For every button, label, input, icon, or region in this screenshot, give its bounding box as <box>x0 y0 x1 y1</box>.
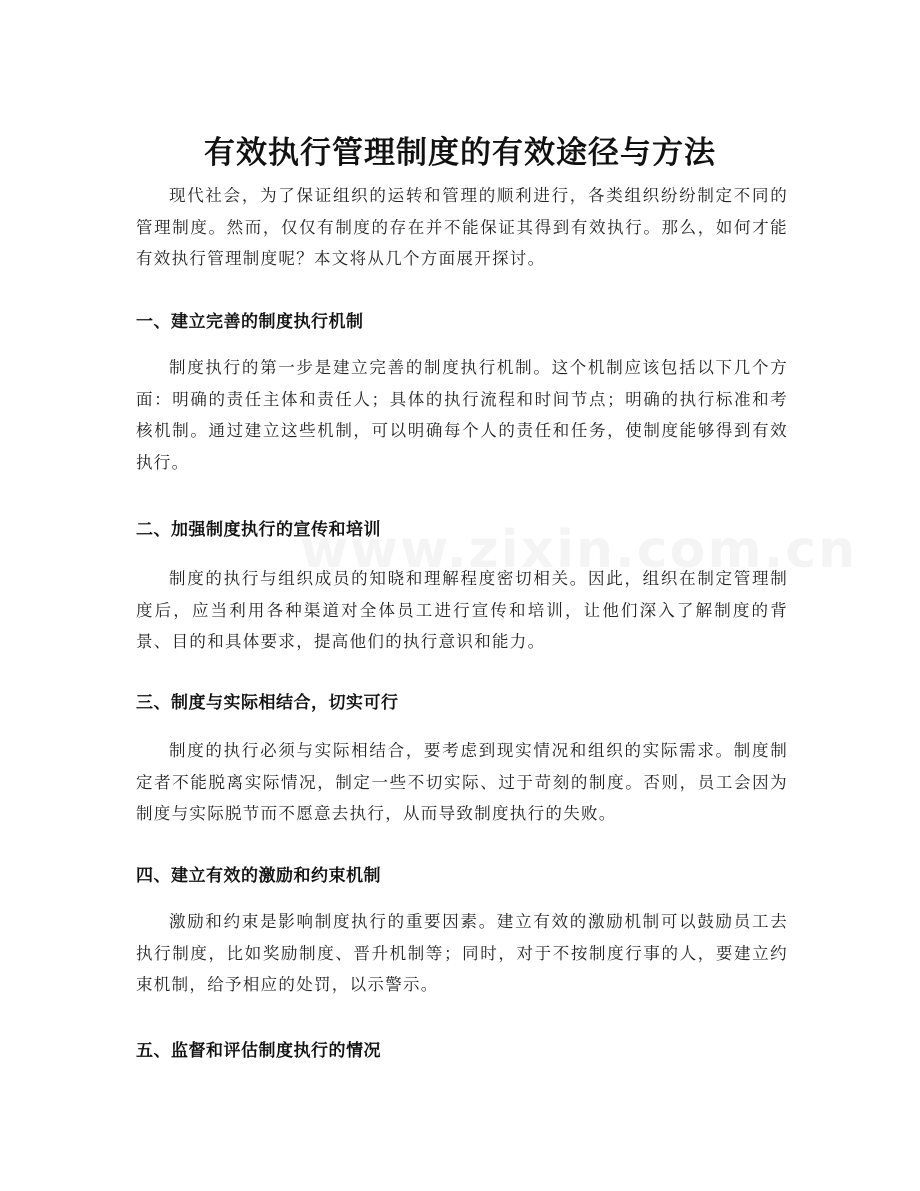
section-3-heading: 三、制度与实际相结合，切实可行 <box>136 693 399 713</box>
section-4-body: 激励和约束是影响制度执行的重要因素。建立有效的激励机制可以鼓励员工去执行制度，比如奖励制度、晋升机制等；同时，对于不按制度行事的人，要建立约束机制，给予相应的处罚，以示警示。 <box>136 912 788 994</box>
section-1-body: 制度执行的第一步是建立完善的制度执行机制。这个机制应该包括以下几个方面：明确的责任主体和责任人；具体的执行流程和时间节点；明确的执行标准和考核机制。通过建立这些机制，可以明确每个人的责任和任务，使制度能够得到有效执行。 <box>136 358 788 472</box>
section-2-heading: 二、加强制度执行的宣传和培训 <box>136 520 381 540</box>
intro-paragraph: 现代社会，为了保证组织的运转和管理的顺利进行，各类组织纷纷制定不同的管理制度。然而，仅仅有制度的存在并不能保证其得到有效执行。那么，如何才能有效执行管理制度呢？本文将从几个方面展开探讨。 <box>136 186 788 268</box>
section-1-heading: 一、建立完善的制度执行机制 <box>136 312 364 332</box>
section-5-heading: 五、监督和评估制度执行的情况 <box>136 1041 381 1061</box>
document-title: 有效执行管理制度的有效途径与方法 <box>204 134 716 171</box>
section-3-body: 制度的执行必须与实际相结合，要考虑到现实情况和组织的实际需求。制度制定者不能脱离实际情况，制定一些不切实际、过于苛刻的制度。否则，员工会因为制度与实际脱节而不愿意去执行，从而导致制度执行的失败。 <box>136 741 788 823</box>
section-4-heading: 四、建立有效的激励和约束机制 <box>136 866 381 886</box>
section-2-body: 制度的执行与组织成员的知晓和理解程度密切相关。因此，组织在制定管理制度后，应当利用各种渠道对全体员工进行宣传和培训，让他们深入了解制度的背景、目的和具体要求，提高他们的执行意识和能力。 <box>136 569 788 651</box>
